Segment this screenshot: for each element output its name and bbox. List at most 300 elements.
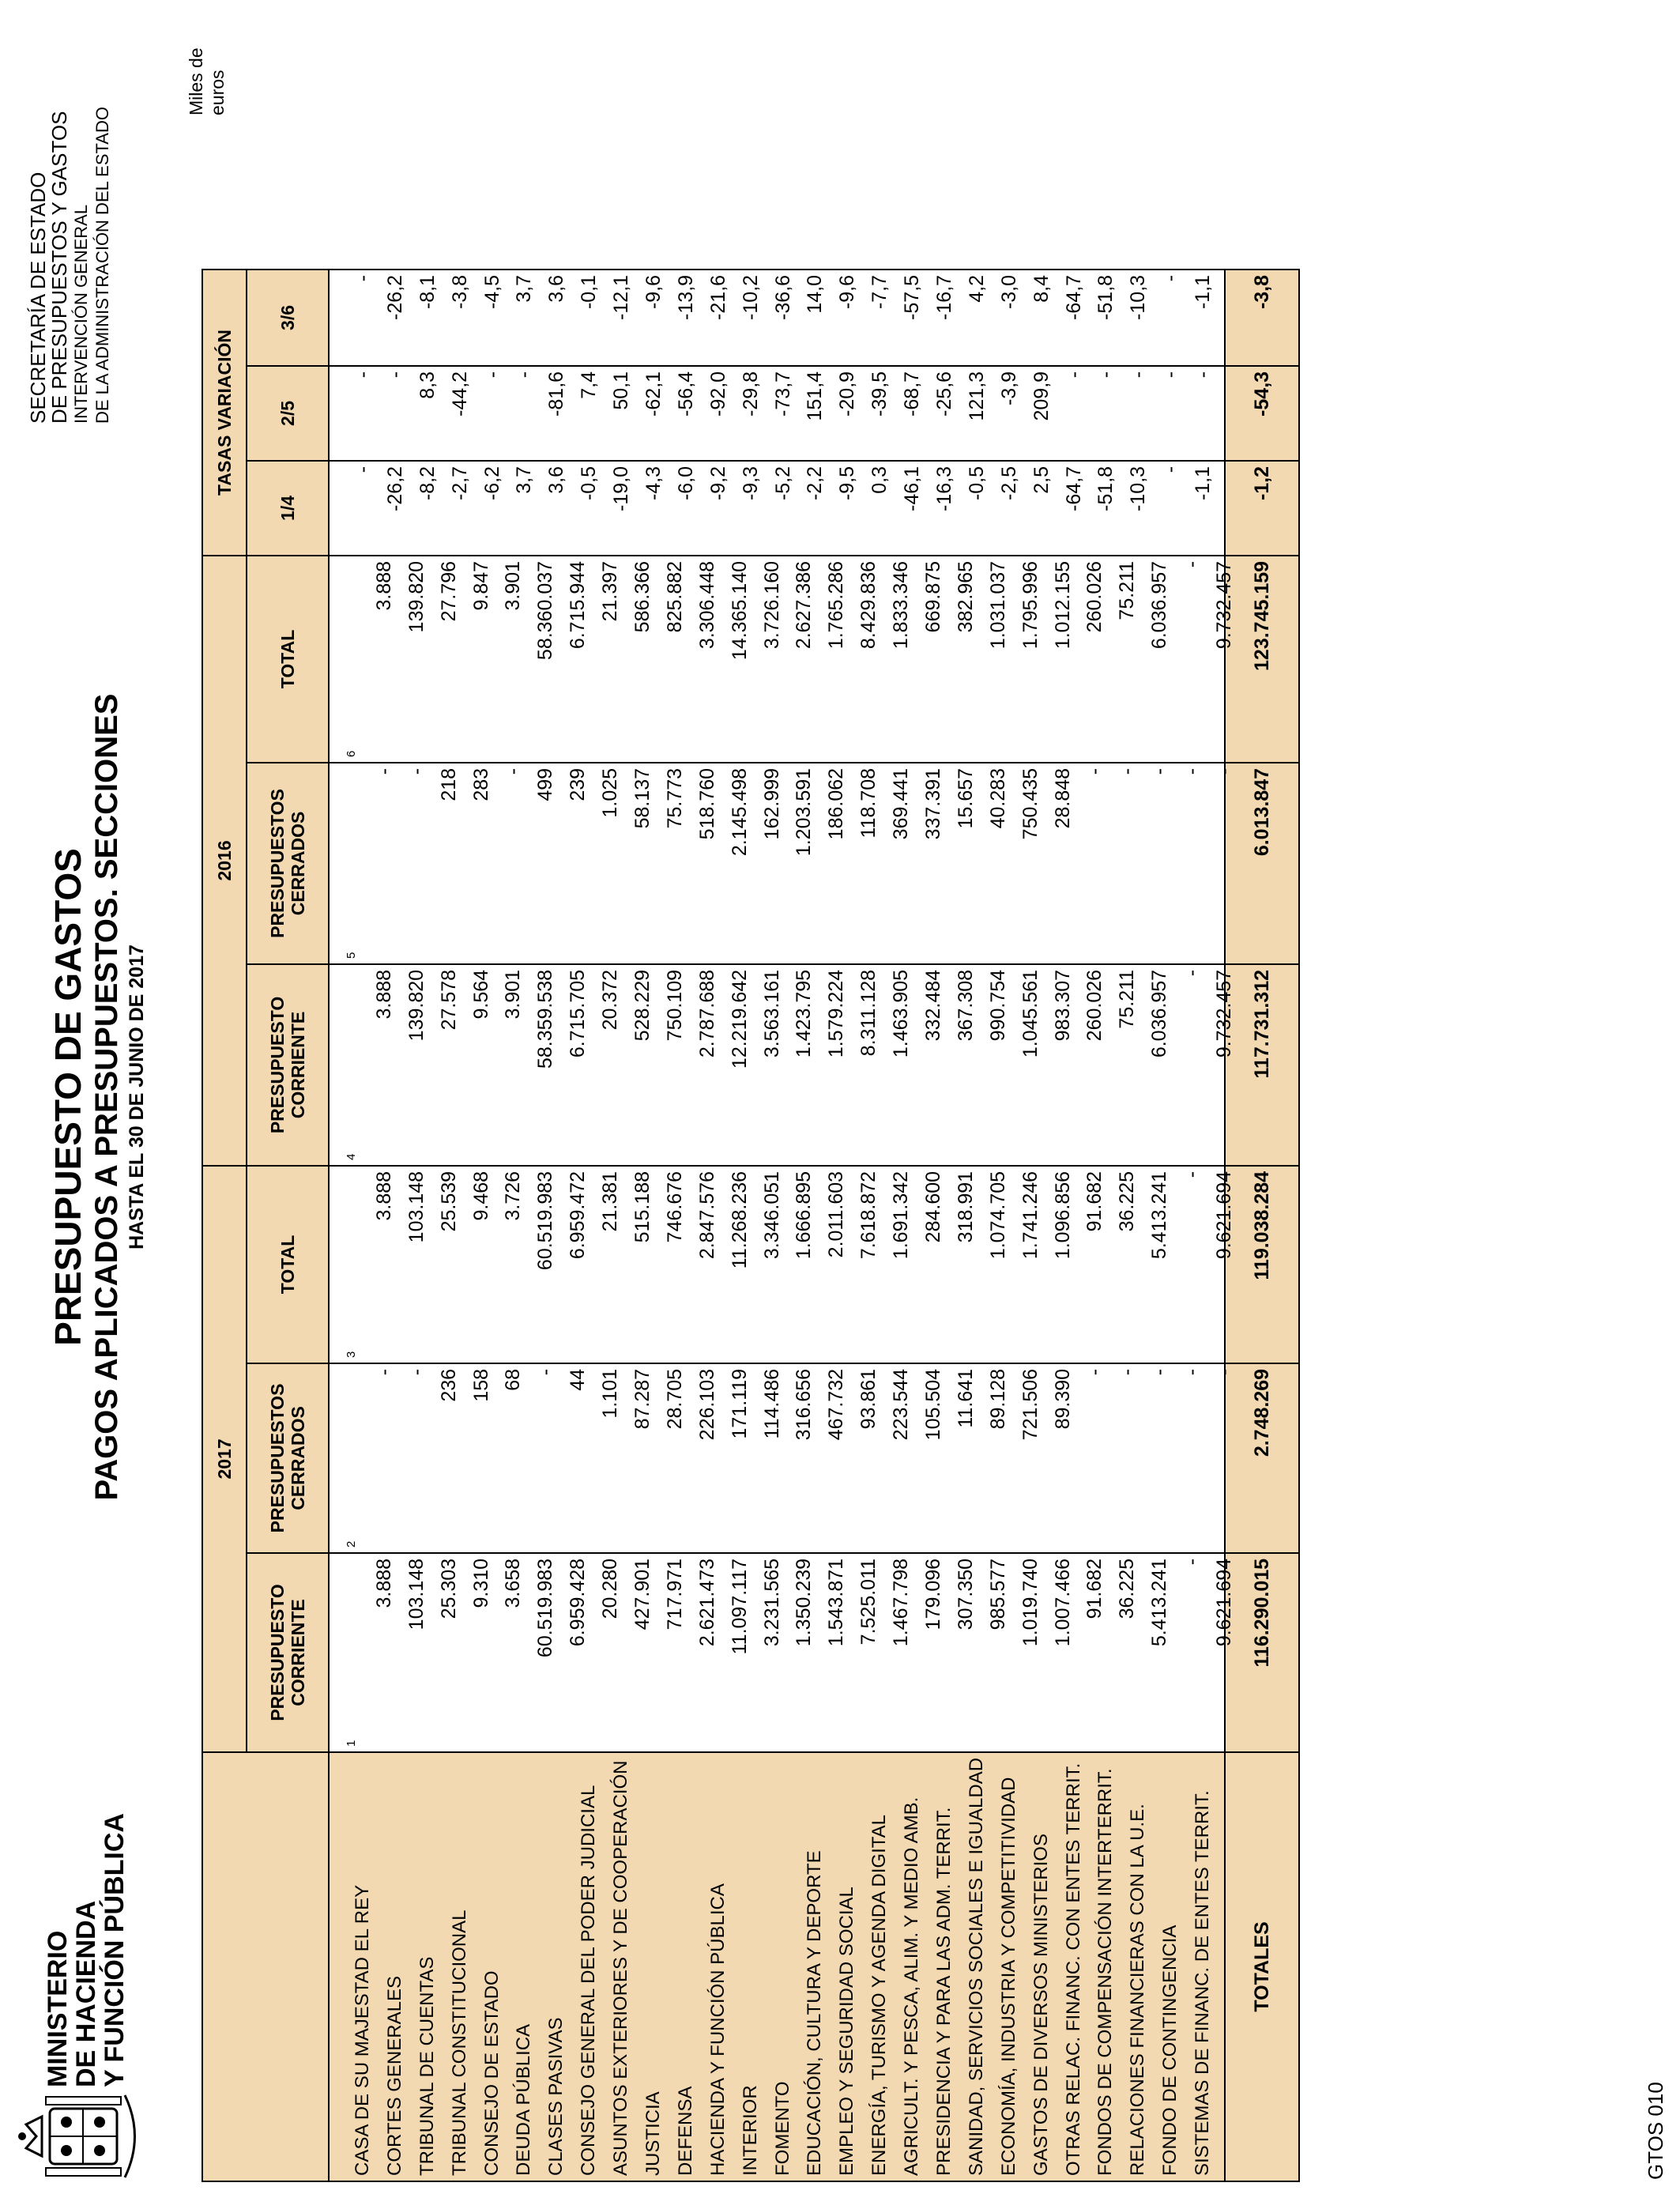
column-3 — [329, 1166, 1236, 1363]
total-r36: -3,8 — [1225, 270, 1299, 366]
table-cell: 179.096 — [922, 1558, 945, 1630]
table-cell: 750.109 — [663, 969, 686, 1042]
total-r25: -54,3 — [1225, 366, 1299, 461]
table-cell: 89.128 — [986, 1368, 1009, 1430]
table-cell: 9.564 — [469, 969, 492, 1020]
table-cell: 158 — [469, 1368, 492, 1402]
table-cell: -3,9 — [997, 371, 1020, 406]
table-cell: -4,3 — [642, 466, 665, 501]
table-cell: 3.726.160 — [760, 560, 783, 650]
table-cell: -2,7 — [448, 466, 471, 501]
table-cell: 21.397 — [599, 560, 622, 622]
table-cell: 260.026 — [1083, 969, 1106, 1042]
table-cell: 1.101 — [599, 1368, 622, 1419]
table-cell: 5.413.241 — [1148, 1171, 1171, 1260]
table-cell: 9.732.457 — [1213, 560, 1236, 650]
table-cell: -44,2 — [448, 371, 471, 417]
column-5 — [329, 763, 1236, 964]
column-4 — [329, 964, 1236, 1166]
table-cell: 58.359.538 — [534, 969, 557, 1069]
table-cell: 139.820 — [405, 560, 428, 633]
section-name: INTERIOR — [739, 2085, 761, 2176]
table-cell: -26,2 — [383, 274, 406, 320]
table-cell: 369.441 — [890, 767, 913, 840]
table-cell: 6.959.428 — [567, 1558, 590, 1647]
table-cell: -92,0 — [706, 371, 729, 417]
table-cell: -9,2 — [706, 466, 729, 501]
table-cell: 139.820 — [405, 969, 428, 1042]
table-cell: -64,7 — [1062, 274, 1085, 320]
table-cell: 6.959.472 — [567, 1171, 590, 1260]
table-cell: 3,7 — [513, 466, 536, 494]
table-cell: - — [1127, 371, 1150, 379]
section-header-cell — [202, 1752, 329, 2181]
section-name: CORTES GENERALES — [383, 1976, 405, 2176]
page-title: PRESUPUESTO DE GASTOS — [47, 848, 89, 1346]
table-cell: -26,2 — [383, 466, 406, 511]
section-name: EMPLEO Y SEGURIDAD SOCIAL — [836, 1887, 858, 2176]
section-name: CASA DE SU MAJESTAD EL REY — [352, 1884, 373, 2176]
table-cell: - — [1181, 767, 1203, 775]
ministry-name: MINISTERIO DE HACIENDA Y FUNCIÓN PÚBLICA — [43, 1813, 130, 2087]
table-cell: 284.600 — [922, 1171, 945, 1243]
table-cell: 721.506 — [1019, 1368, 1042, 1441]
total-c4: 117.731.312 — [1225, 964, 1299, 1166]
total-c2: 2.748.269 — [1225, 1363, 1299, 1553]
table-cell: 337.391 — [922, 767, 945, 840]
table-cell: -64,7 — [1062, 466, 1085, 511]
section-name: SANIDAD, SERVICIOS SOCIALES E IGUALDAD — [965, 1757, 987, 2176]
table-cell: 260.026 — [1083, 560, 1106, 633]
table-cell: - — [1181, 560, 1203, 568]
table-cell: 1.833.346 — [890, 560, 913, 650]
table-cell: 20.372 — [599, 969, 622, 1031]
table-cell: - — [1159, 466, 1182, 473]
table-cell: 60.519.983 — [534, 1558, 557, 1658]
table-cell: 8,4 — [1030, 274, 1053, 303]
units-label: Miles de euros — [186, 47, 228, 115]
col-pc-2017: PRESUPUESTO CORRIENTE — [247, 1553, 329, 1752]
table-cell: 307.350 — [954, 1558, 977, 1630]
table-cell: 1.012.155 — [1051, 560, 1074, 650]
table-cell: 209,9 — [1030, 371, 1053, 421]
table-cell: - — [372, 767, 395, 775]
section-name: RELACIONES FINANCIERAS CON LA U.E. — [1127, 1804, 1149, 2176]
table-cell: - — [352, 466, 374, 473]
table-cell: 1.025 — [599, 767, 622, 818]
table-cell: - — [1083, 767, 1106, 775]
table-cell: -6,0 — [674, 466, 697, 501]
table-cell: 332.484 — [922, 969, 945, 1042]
table-cell: 2.011.603 — [825, 1171, 848, 1258]
table-cell: 11.641 — [954, 1368, 977, 1428]
table-cell: 114.486 — [760, 1368, 783, 1439]
table-cell: 7,4 — [578, 371, 601, 399]
table-cell: - — [383, 371, 406, 379]
table-cell: 236 — [437, 1368, 460, 1402]
table-cell: 467.732 — [825, 1368, 848, 1441]
table-cell: 151,4 — [804, 371, 827, 421]
table-cell: - — [1148, 1368, 1171, 1376]
table-cell: - — [1159, 274, 1182, 282]
table-cell: -19,0 — [610, 466, 633, 511]
table-cell: 3,6 — [545, 466, 568, 494]
table-cell: -9,6 — [642, 274, 665, 310]
table-cell: - — [1148, 767, 1171, 775]
table-cell: -36,6 — [771, 274, 794, 320]
table-cell: 11.097.117 — [728, 1558, 751, 1655]
table-cell: 186.062 — [825, 767, 848, 840]
table-cell: 1.691.342 — [890, 1171, 913, 1260]
table-cell: 1.579.224 — [825, 969, 848, 1058]
table-cell: - — [1192, 371, 1215, 379]
section-name: JUSTICIA — [642, 2091, 665, 2176]
table-cell: 1.463.905 — [890, 969, 913, 1058]
table-cell: 3.901 — [502, 969, 525, 1020]
table-cell: -5,2 — [771, 466, 794, 501]
table-cell: - — [1181, 1171, 1203, 1178]
table-cell: -10,3 — [1127, 466, 1150, 511]
table-cell: 8,3 — [416, 371, 439, 399]
column-number: 5 — [345, 952, 358, 959]
column-rate-2-5 — [329, 366, 1225, 461]
table-cell: 1.423.795 — [793, 969, 816, 1058]
table-cell: -81,6 — [545, 371, 568, 417]
table-cell: 171.119 — [728, 1368, 751, 1439]
data-table — [202, 269, 1300, 2182]
table-cell: - — [1094, 371, 1117, 379]
column-2 — [329, 1363, 1236, 1553]
table-cell: -4,5 — [480, 274, 503, 310]
table-cell: -0,5 — [965, 466, 988, 501]
table-cell: 1.666.895 — [793, 1171, 816, 1260]
table-cell: 983.307 — [1051, 969, 1074, 1042]
section-name: DEFENSA — [674, 2086, 696, 2176]
table-cell: 105.504 — [922, 1368, 945, 1441]
document-code: GTOS 010 — [1644, 2082, 1667, 2180]
table-cell: 427.901 — [631, 1558, 654, 1630]
table-cell: 4,2 — [965, 274, 988, 303]
table-cell: -29,8 — [739, 371, 762, 417]
section-name: TRIBUNAL DE CUENTAS — [416, 1956, 438, 2176]
table-cell: - — [1181, 1368, 1203, 1376]
table-cell: 3,7 — [513, 274, 536, 303]
col-rate-2-5: 2/5 — [247, 366, 329, 461]
section-name: GASTOS DE DIVERSOS MINISTERIOS — [1030, 1834, 1052, 2176]
section-name: FOMENTO — [771, 2081, 793, 2176]
table-cell: -1,1 — [1192, 274, 1215, 310]
table-cell: 7.525.011 — [857, 1558, 880, 1646]
table-cell: 3.346.051 — [760, 1171, 783, 1260]
table-cell: 218 — [437, 767, 460, 801]
section-name: TRIBUNAL CONSTITUCIONAL — [448, 1909, 470, 2176]
table-cell: 3.888 — [372, 560, 395, 611]
table-cell: 20.280 — [599, 1558, 622, 1619]
table-cell: -9,5 — [836, 466, 859, 501]
table-cell: 985.577 — [986, 1558, 1009, 1630]
table-cell: 103.148 — [405, 1171, 428, 1243]
section-name: HACIENDA Y FUNCIÓN PÚBLICA — [706, 1883, 729, 2176]
table-cell: 1.031.037 — [986, 560, 1009, 650]
table-cell: 28.705 — [663, 1368, 686, 1430]
section-name: CONSEJO DE ESTADO — [480, 1970, 503, 2176]
table-cell: - — [534, 1368, 557, 1376]
col-pcer-2017: PRESUPUESTOS CERRADOS — [247, 1363, 329, 1553]
table-cell: 44 — [567, 1368, 590, 1391]
table-cell: 1.019.740 — [1019, 1558, 1042, 1647]
table-cell: 36.225 — [1116, 1558, 1139, 1619]
year-2016-header: 2016 — [202, 556, 247, 1166]
table-cell: - — [502, 767, 525, 775]
table-cell: 318.991 — [954, 1171, 977, 1243]
table-cell: -13,9 — [674, 274, 697, 320]
table-cell: 316.656 — [793, 1368, 816, 1441]
table-cell: -8,2 — [416, 466, 439, 501]
table-cell: -25,6 — [933, 371, 956, 417]
table-cell: - — [1116, 1368, 1139, 1376]
table-cell: -39,5 — [868, 371, 891, 417]
table-cell: 3.563.161 — [760, 969, 783, 1058]
table-cell: 8.311.128 — [857, 969, 880, 1057]
table-cell: 162.999 — [760, 767, 783, 840]
table-cell: 367.308 — [954, 969, 977, 1042]
table-cell: 1.741.246 — [1019, 1171, 1042, 1260]
table-cell: -2,2 — [804, 466, 827, 501]
table-cell: 21.381 — [599, 1171, 622, 1232]
table-cell: -0,1 — [578, 274, 601, 310]
table-cell: 528.229 — [631, 969, 654, 1042]
table-cell: 8.429.836 — [857, 560, 880, 650]
table-cell: 50,1 — [610, 371, 633, 410]
table-cell: 6.715.705 — [567, 969, 590, 1058]
table-cell: -9,3 — [739, 466, 762, 501]
table-cell: 5.413.241 — [1148, 1558, 1171, 1647]
date-line: HASTA EL 30 DE JUNIO DE 2017 — [126, 944, 148, 1250]
table-cell: 6.036.957 — [1148, 560, 1171, 650]
column-number: 2 — [345, 1540, 358, 1547]
table-cell: -46,1 — [901, 466, 924, 511]
table-cell: - — [352, 274, 374, 282]
table-cell: 2.627.386 — [793, 560, 816, 650]
column-rate-1-4 — [329, 461, 1225, 556]
table-cell: - — [480, 371, 503, 379]
section-name: SISTEMAS DE FINANC. DE ENTES TERRIT. — [1192, 1790, 1214, 2176]
table-cell: 990.754 — [986, 969, 1009, 1042]
table-cell: 58.360.037 — [534, 560, 557, 661]
table-cell: 1.765.286 — [825, 560, 848, 650]
table-cell: 1.096.856 — [1051, 1171, 1074, 1260]
table-cell: - — [1159, 371, 1182, 379]
table-cell: 1.795.996 — [1019, 560, 1042, 650]
section-name: OTRAS RELAC. FINANC. CON ENTES TERRIT. — [1062, 1762, 1084, 2176]
table-cell: 14.365.140 — [728, 560, 751, 661]
col-total-2016: TOTAL — [247, 556, 329, 763]
section-name: ASUNTOS EXTERIORES Y DE COOPERACIÓN — [610, 1760, 632, 2176]
table-cell: -21,6 — [706, 274, 729, 320]
table-cell: 118.708 — [857, 767, 880, 839]
table-cell: 36.225 — [1116, 1171, 1139, 1232]
table-cell: 1.045.561 — [1019, 969, 1042, 1058]
col-pcer-2016: PRESUPUESTOS CERRADOS — [247, 763, 329, 964]
table-cell: 9.732.457 — [1213, 969, 1236, 1058]
table-cell: - — [352, 371, 374, 379]
table-cell: 91.682 — [1083, 1558, 1106, 1619]
table-cell: 825.882 — [663, 560, 686, 633]
table-cell: 239 — [567, 767, 590, 801]
table-cell: -20,9 — [836, 371, 859, 417]
section-name: CONSEJO GENERAL DEL PODER JUDICIAL — [578, 1785, 600, 2176]
total-c6: 123.745.159 — [1225, 556, 1299, 763]
year-2017-header: 2017 — [202, 1166, 247, 1752]
table-cell: 93.861 — [857, 1368, 880, 1430]
table-cell: -16,7 — [933, 274, 956, 320]
table-cell: -3,0 — [997, 274, 1020, 310]
table-cell: 3.888 — [372, 1171, 395, 1221]
table-cell: 11.268.236 — [728, 1171, 751, 1269]
section-name: ENERGÍA, TURISMO Y AGENDA DIGITAL — [868, 1814, 891, 2176]
table-cell: -16,3 — [933, 466, 956, 511]
table-cell: -51,8 — [1094, 466, 1117, 511]
table-cell: 7.618.872 — [857, 1171, 880, 1260]
table-cell: 2.787.688 — [695, 969, 718, 1058]
table-cell: 68 — [502, 1368, 525, 1391]
table-cell: 499 — [534, 767, 557, 801]
column-number: 4 — [345, 1153, 358, 1160]
table-cell: - — [1116, 767, 1139, 775]
table-cell: -2,5 — [997, 466, 1020, 501]
table-cell: 3.306.448 — [695, 560, 718, 650]
section-name: CLASES PASIVAS — [545, 2017, 567, 2176]
col-total-2017: TOTAL — [247, 1166, 329, 1363]
col-rate-1-4: 1/4 — [247, 461, 329, 556]
table-cell: 515.188 — [631, 1171, 654, 1243]
table-cell: 40.283 — [986, 767, 1009, 829]
table-cell: 3.888 — [372, 1558, 395, 1608]
table-cell: 1.467.798 — [890, 1558, 913, 1647]
col-pc-2016: PRESUPUESTO CORRIENTE — [247, 964, 329, 1166]
section-name: ECONOMÍA, INDUSTRIA Y COMPETITIVIDAD — [997, 1777, 1019, 2176]
table-cell: 27.578 — [437, 969, 460, 1031]
rates-header: TASAS VARIACIÓN — [202, 270, 247, 556]
table-cell: 6.036.957 — [1148, 969, 1171, 1058]
table-cell: -51,8 — [1094, 274, 1117, 320]
table-cell: 75.211 — [1116, 969, 1139, 1029]
table-cell: 746.676 — [663, 1171, 686, 1243]
page-subtitle: PAGOS APLICADOS A PRESUPUESTOS. SECCIONES — [89, 693, 124, 1501]
table-cell: 58.137 — [631, 767, 654, 829]
table-cell: 283 — [469, 767, 492, 801]
total-r14: -1,2 — [1225, 461, 1299, 556]
table-cell: 27.796 — [437, 560, 460, 622]
totals-label: TOTALES — [1225, 1752, 1299, 2181]
section-name: PRESIDENCIA Y PARA LAS ADM. TERRIT. — [933, 1807, 955, 2176]
table-cell: 518.760 — [695, 767, 718, 840]
table-cell: 2.621.473 — [695, 1558, 718, 1647]
table-cell: 9.621.694 — [1213, 1558, 1236, 1647]
column-number: 3 — [345, 1351, 358, 1358]
column-number: 6 — [345, 750, 358, 757]
table-cell: 9.847 — [469, 560, 492, 611]
table-cell: 1.543.871 — [825, 1558, 848, 1647]
column-rate-3-6 — [329, 270, 1225, 366]
table-cell: -68,7 — [901, 371, 924, 417]
table-cell: 28.848 — [1051, 767, 1074, 829]
table-cell: -10,3 — [1127, 274, 1150, 320]
table-cell: - — [1213, 1368, 1236, 1376]
table-cell: -57,5 — [901, 274, 924, 320]
table-cell: - — [1181, 1558, 1203, 1566]
table-cell: 60.519.983 — [534, 1171, 557, 1271]
table-cell: 1.007.466 — [1051, 1558, 1074, 1647]
total-c3: 119.038.284 — [1225, 1166, 1299, 1363]
table-cell: 103.148 — [405, 1558, 428, 1630]
table-cell: 9.468 — [469, 1171, 492, 1221]
table-cell: - — [405, 767, 428, 775]
table-cell: 1.074.705 — [986, 1171, 1009, 1260]
table-cell: -12,1 — [610, 274, 633, 320]
col-rate-3-6: 3/6 — [247, 270, 329, 366]
table-cell: - — [372, 1368, 395, 1376]
table-cell: 9.621.694 — [1213, 1171, 1236, 1260]
section-name: FONDOS DE COMPENSACIÓN INTERTERRIT. — [1094, 1768, 1117, 2176]
section-name: FONDO DE CONTINGENCIA — [1159, 1924, 1181, 2176]
column-1 — [329, 1553, 1236, 1752]
table-cell: 2,5 — [1030, 466, 1053, 494]
table-cell: 1.203.591 — [793, 767, 816, 857]
total-c1: 116.290.015 — [1225, 1553, 1299, 1752]
table-cell: - — [405, 1368, 428, 1376]
table-cell: 750.435 — [1019, 767, 1042, 840]
table-cell: 3,6 — [545, 274, 568, 303]
table-cell: 3.888 — [372, 969, 395, 1020]
column-number: 1 — [345, 1740, 358, 1747]
table-cell: 223.544 — [890, 1368, 913, 1441]
table-cell: 121,3 — [965, 371, 988, 421]
table-cell: - — [1181, 969, 1203, 977]
table-cell: 75.773 — [663, 767, 686, 829]
table-cell: -3,8 — [448, 274, 471, 310]
table-cell: 3.901 — [502, 560, 525, 611]
table-cell: -1,1 — [1192, 466, 1215, 501]
table-cell: - — [1213, 767, 1236, 775]
table-cell: -62,1 — [642, 371, 665, 417]
table-cell: 2.847.576 — [695, 1171, 718, 1260]
table-cell: - — [513, 371, 536, 379]
table-cell: -0,5 — [578, 466, 601, 501]
table-cell: 89.390 — [1051, 1368, 1074, 1430]
table-cell: -6,2 — [480, 466, 503, 501]
table-cell: -73,7 — [771, 371, 794, 417]
table-cell: -8,1 — [416, 274, 439, 310]
table-cell: -56,4 — [674, 371, 697, 417]
table-cell: -10,2 — [739, 274, 762, 320]
table-cell: 3.231.565 — [760, 1558, 783, 1647]
section-names-column — [329, 1752, 1225, 2181]
table-cell: 12.219.642 — [728, 969, 751, 1069]
section-name: DEUDA PÚBLICA — [513, 2023, 535, 2176]
table-cell: - — [1062, 371, 1085, 379]
table-cell: 382.965 — [954, 560, 977, 633]
table-cell: - — [1083, 1368, 1106, 1376]
table-cell: 586.366 — [631, 560, 654, 633]
table-cell: 669.875 — [922, 560, 945, 633]
table-cell: 0,3 — [868, 466, 891, 494]
table-cell: 9.310 — [469, 1558, 492, 1608]
table-cell: 717.971 — [663, 1558, 686, 1630]
secretaria-block: SECRETARÍA DE ESTADO DE PRESUPUESTOS Y GASTOS INTERVENCIÓN GENERAL DE LA ADMINISTRACIÓN DEL ESTADO — [26, 107, 112, 424]
table-cell: 3.726 — [502, 1171, 525, 1221]
table-cell: 91.682 — [1083, 1171, 1106, 1232]
